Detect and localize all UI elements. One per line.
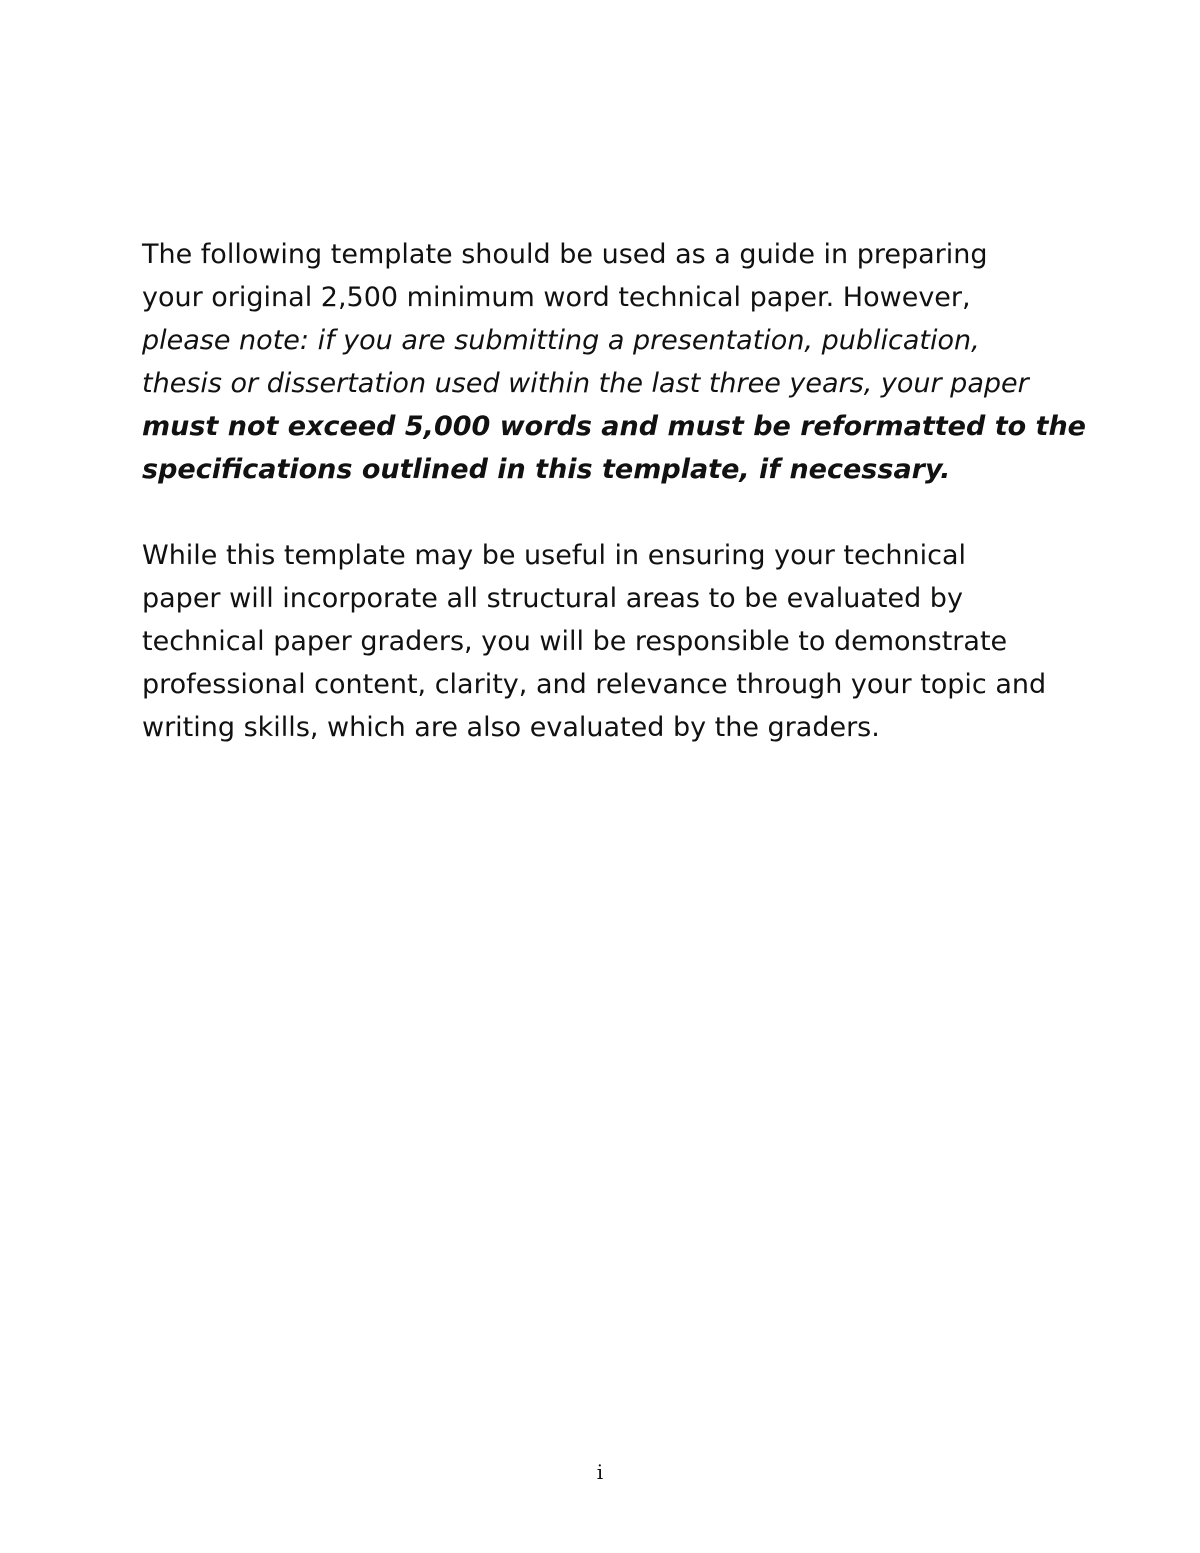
page-content <box>142 233 1102 749</box>
paragraph-line: technical paper graders, you will be responsible to demonstrate <box>142 626 1008 657</box>
page-number: i <box>596 1460 604 1484</box>
emphasis-line: specifications outlined in this template, if necessary. <box>142 454 951 485</box>
paragraph-line: your original 2,500 minimum word technical paper. However, <box>142 282 971 313</box>
emphasis-line: must not exceed 5,000 words and must be reformatted to the <box>142 411 1086 442</box>
paragraph-line: professional content, clarity, and relevance through your topic and <box>142 669 1047 700</box>
paragraph-line: writing skills, which are also evaluated by the graders. <box>142 712 880 743</box>
paragraph-line: paper will incorporate all structural areas to be evaluated by <box>142 583 963 614</box>
note-line: thesis or dissertation used within the last three years, your paper <box>142 368 1029 399</box>
guidance-paragraph <box>142 534 1102 749</box>
paragraph-line: The following template should be used as a guide in preparing <box>142 239 988 270</box>
intro-paragraph <box>142 233 1102 491</box>
note-line: please note: if you are submitting a presentation, publication, <box>142 325 980 356</box>
paragraph-line: While this template may be useful in ensuring your technical <box>142 540 967 571</box>
